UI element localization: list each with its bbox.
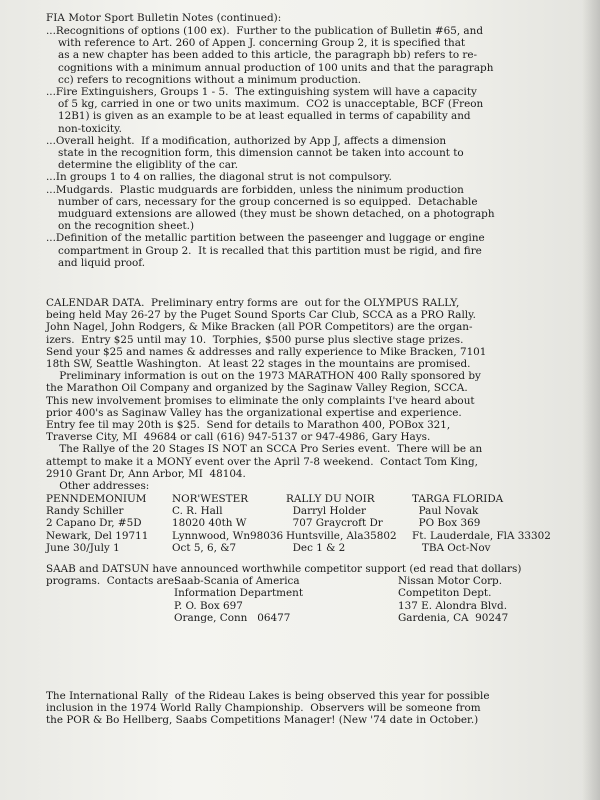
- address-line: C. R. Hall: [172, 505, 223, 518]
- fia-item-line: on the recognition sheet.): [58, 220, 195, 233]
- address-line: Randy Schiller: [46, 505, 124, 518]
- address-line: Oct 5, 6, &7: [172, 541, 237, 554]
- calendar-line: Entry fee til may 20th is $25. Send for details to Marathon 400, POBox 321,: [46, 419, 451, 431]
- calendar-line: the Marathon Oil Company and organized by the Saginaw Valley Region, SCCA.: [46, 382, 468, 395]
- nissan-contact-line: Gardenia, CA 90247: [398, 611, 509, 624]
- address-line: TBA Oct-Nov: [412, 541, 491, 554]
- page-edge-shadow: [582, 0, 600, 800]
- address-line: PO Box 369: [412, 517, 481, 530]
- saab-contact-line: Information Department: [174, 587, 304, 600]
- calendar-line: Other addresses:: [46, 480, 150, 492]
- calendar-line: 2910 Grant Dr, Ann Arbor, MI 48104.: [46, 467, 246, 480]
- address-event-name: PENNDEMONIUM: [46, 493, 147, 505]
- fia-item-line: ...Fire Extinguishers, Groups 1 - 5. The extinguishing system will have a capacity: [46, 86, 477, 98]
- fia-item-line: non-toxicity.: [58, 122, 122, 135]
- fia-item-line: ...Recognitions of options (100 ex). Further to the publication of Bulletin #65, and: [46, 25, 483, 37]
- address-line: 707 Graycroft Dr: [286, 517, 383, 530]
- fia-item-line: ...In groups 1 to 4 on rallies, the diagonal strut is not compulsory.: [46, 171, 392, 184]
- fia-item-line: of 5 kg, carried in one or two units maximum. CO2 is unacceptable, BCF (Freon: [58, 98, 484, 111]
- fia-item-line: determine the eligiblity of the car.: [58, 159, 239, 172]
- fia-item-line: compartment in Group 2. It is recalled that this partition must be rigid, and fire: [58, 244, 482, 257]
- rideau-line: inclusion in the 1974 World Rally Championship. Observers will be someone from: [46, 702, 481, 715]
- calendar-line: Traverse City, MI 49684 or call (616) 947-5137 or 947-4986, Gary Hays.: [46, 431, 431, 444]
- nissan-contact-line: 137 E. Alondra Blvd.: [398, 599, 508, 612]
- address-line: Darryl Holder: [286, 505, 366, 518]
- address-line: Paul Novak: [412, 505, 479, 518]
- address-line: Huntsville, Ala35802: [286, 529, 397, 542]
- saab-contact-line: Orange, Conn 06477: [174, 611, 291, 624]
- fia-item-line: ...Overall height. If a modification, authorized by App J, affects a dimension: [46, 134, 447, 147]
- address-line: Newark, Del 19711: [46, 529, 149, 542]
- saab-intro-line: programs. Contacts are:: [46, 575, 178, 588]
- address-event-name: TARGA FLORIDA: [412, 493, 504, 505]
- nissan-contact-line: Nissan Motor Corp.: [398, 575, 502, 588]
- calendar-line: being held May 26-27 by the Puget Sound Sports Car Club, SCCA as a PRO Rally.: [46, 309, 476, 322]
- calendar-line: 18th SW, Seattle Washington. At least 22 stages in the mountains are promised.: [46, 358, 471, 370]
- fia-item-line: ...Mudgards. Plastic mudguards are forbidden, unless the ninimum production: [46, 183, 464, 196]
- fia-item-line: state in the recognition form, this dimension cannot be taken into account to: [58, 147, 464, 159]
- fia-item-line: and liquid proof.: [58, 256, 146, 269]
- fia-item-line: cc) refers to recognitions without a minimum production.: [58, 73, 362, 86]
- fia-item-line: cognitions with a minimum annual production of 100 units and that the paragraph: [58, 61, 494, 74]
- address-line: Dec 1 & 2: [286, 541, 346, 554]
- saab-contact-line: Saab-Scania of America: [174, 575, 300, 588]
- fia-item-line: ...Definition of the metallic partition between the paseenger and luggage or engine: [46, 232, 485, 245]
- calendar-line: John Nagel, John Rodgers, & Mike Bracken (all POR Competitors) are the organ-: [46, 321, 473, 334]
- saab-intro-line: SAAB and DATSUN have announced worthwhile competitor support (ed read that dollars): [46, 563, 522, 575]
- address-line: Lynnwood, Wn98036: [172, 529, 284, 542]
- fia-item-line: as a new chapter has been added to this article, the paragraph bb) refers to re-: [58, 49, 478, 62]
- rideau-line: The International Rally of the Rideau Lakes is being observed this year for possible: [46, 690, 490, 702]
- calendar-line: Preliminary information is out on the 1973 MARATHON 400 Rally sponsored by: [46, 370, 481, 383]
- saab-contact-line: P. O. Box 697: [174, 599, 243, 612]
- nissan-contact-line: Competiton Dept.: [398, 587, 492, 600]
- calendar-line: attempt to make it a MONY event over the April 7-8 weekend. Contact Tom King,: [46, 455, 478, 468]
- calendar-line: izers. Entry $25 until may 10. Torphies, $500 purse plus slective stage prizes.: [46, 333, 464, 346]
- bulletin-header: FIA Motor Sport Bulletin Notes (continued):: [46, 12, 282, 24]
- address-line: June 30/July 1: [46, 541, 120, 554]
- calendar-line: prior 400's as Saginaw Valley has the organizational expertise and experience.: [46, 406, 462, 419]
- rideau-line: the POR & Bo Hellberg, Saabs Competitions Manager! (New '74 date in October.): [46, 714, 479, 727]
- address-line: Ft. Lauderdale, FlA 33302: [412, 529, 551, 542]
- address-line: 18020 40th W: [172, 517, 247, 530]
- calendar-line: CALENDAR DATA. Preliminary entry forms are out for the OLYMPUS RALLY,: [46, 297, 460, 309]
- fia-item-line: with reference to Art. 260 of Appen J. concerning Group 2, it is specified that: [58, 37, 466, 50]
- address-line: 2 Capano Dr, #5D: [46, 517, 142, 530]
- address-event-name: NOR'WESTER: [172, 493, 249, 505]
- fia-item-line: 12B1) is given as an example to be at least equalled in terms of capability and: [58, 110, 471, 123]
- calendar-line: This new involvement þromises to eliminate the only complaints I've heard about: [46, 394, 475, 407]
- calendar-line: Send your $25 and names & addresses and rally experience to Mike Bracken, 7101: [46, 345, 487, 358]
- address-event-name: RALLY DU NOIR: [286, 493, 375, 505]
- fia-item-line: mudguard extensions are allowed (they must be shown detached, on a photograph: [58, 208, 495, 220]
- fia-item-line: number of cars, necessary for the group concerned is so equipped. Detachable: [58, 195, 478, 208]
- calendar-line: The Rallye of the 20 Stages IS NOT an SCCA Pro Series event. There will be an: [46, 443, 483, 456]
